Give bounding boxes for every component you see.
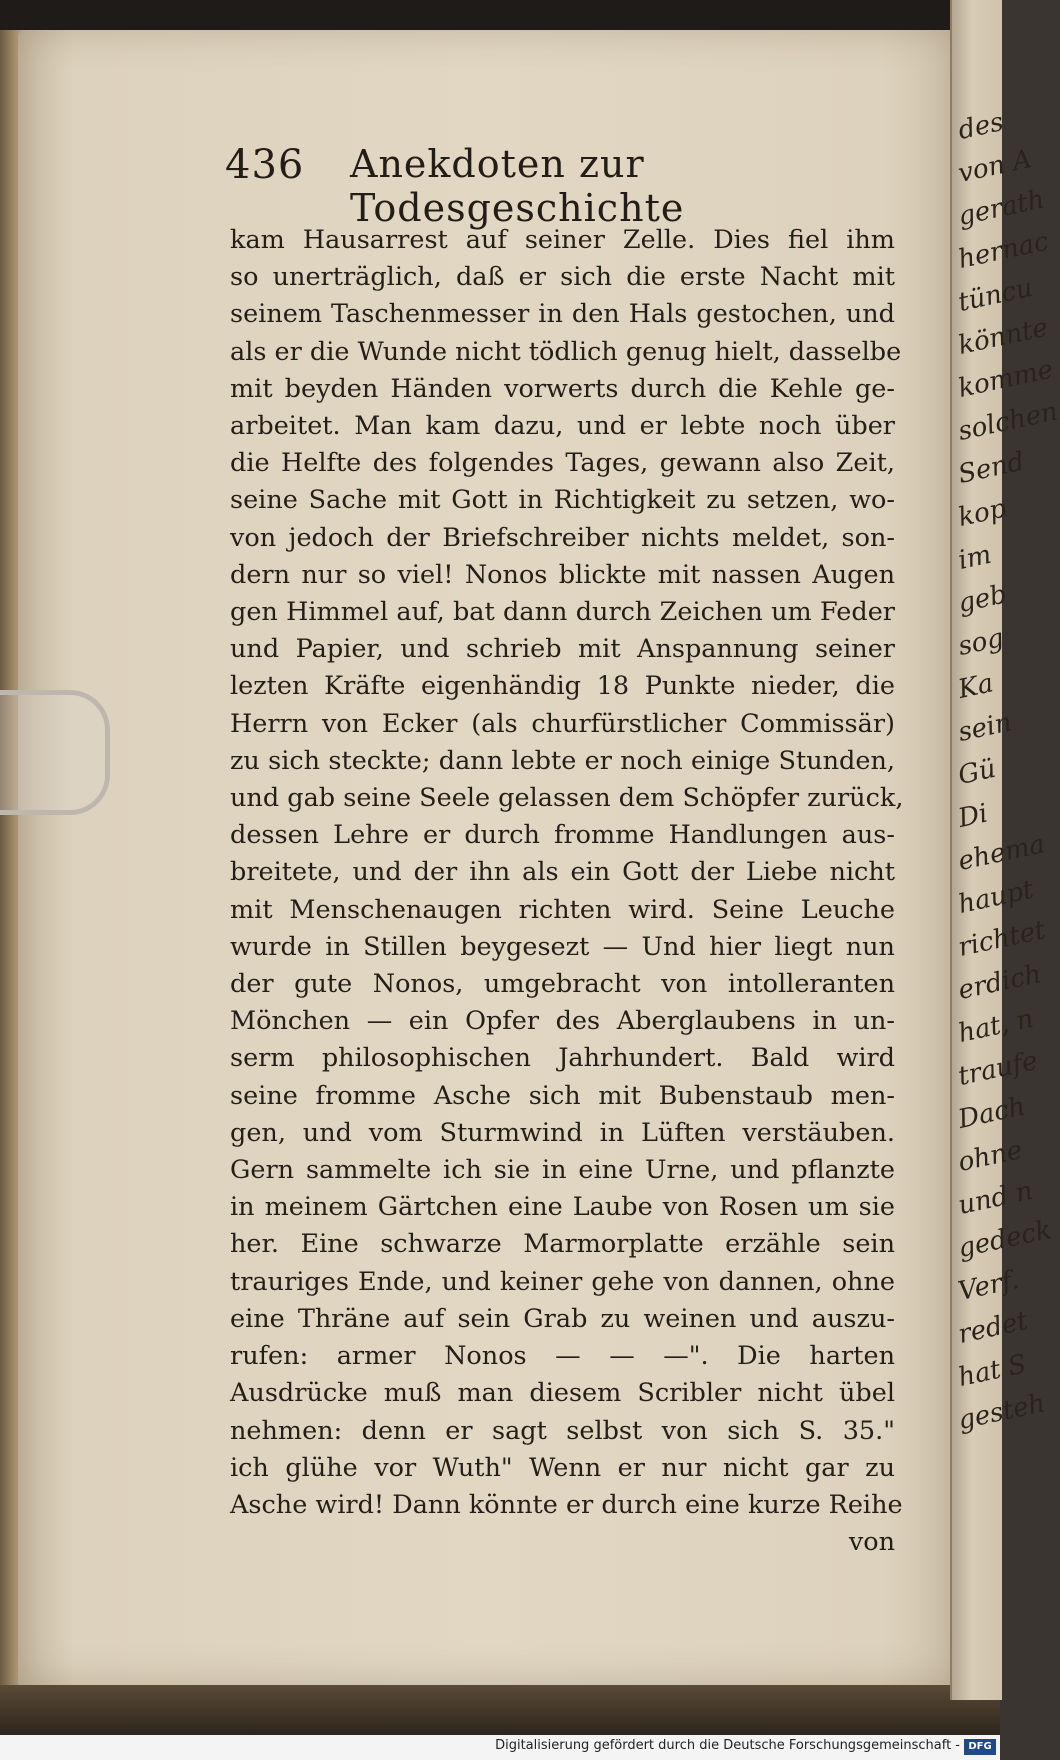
text-line: zu sich steckte; dann lebte er noch einige Stunden, bbox=[230, 745, 895, 776]
facing-page-fragment: haupt bbox=[955, 874, 1037, 920]
facing-page-fragment: gedeck bbox=[955, 1214, 1055, 1264]
text-line: lezten Kräfte eigenhändig 18 Punkte nieder, die bbox=[230, 671, 895, 702]
facing-page-fragment: gesteh bbox=[955, 1388, 1048, 1436]
text-line: und Papier, und schrieb mit Anspannung seiner bbox=[230, 634, 895, 665]
catchword: von bbox=[848, 1527, 895, 1558]
facing-page-fragment: hat, n bbox=[955, 1003, 1037, 1049]
facing-page-fragment: sein bbox=[955, 707, 1015, 748]
page-clip bbox=[0, 690, 110, 815]
text-line: und gab seine Seele gelassen dem Schöpfer zurück, bbox=[230, 783, 904, 814]
text-line: nehmen: denn er sagt selbst von sich S. 35." bbox=[230, 1415, 895, 1446]
text-line: seine Sache mit Gott in Richtigkeit zu setzen, wo- bbox=[230, 485, 895, 516]
text-line: als er die Wunde nicht tödlich genug hielt, dasselbe bbox=[230, 336, 902, 367]
text-line: eine Thräne auf sein Grab zu weinen und auszu- bbox=[230, 1303, 895, 1334]
facing-page-fragment: ehema bbox=[955, 829, 1048, 877]
text-line: seinem Taschenmesser in den Hals gestochen, und bbox=[230, 299, 895, 330]
facing-page-fragment: Send bbox=[955, 446, 1027, 490]
text-line: mit Menschenaugen richten wird. Seine Leuche bbox=[230, 894, 895, 925]
text-line: Herrn von Ecker (als churfürstlicher Commissär) bbox=[230, 708, 895, 739]
text-line: der gute Nonos, umgebracht von intolleranten bbox=[230, 969, 895, 1000]
facing-page-fragment: im bbox=[955, 539, 995, 576]
funding-credit: Digitalisierung gefördert durch die Deutsche Forschungsgemeinschaft - bbox=[495, 1738, 960, 1753]
page-header bbox=[225, 142, 925, 230]
text-line: trauriges Ende, und keiner gehe von dannen, ohne bbox=[230, 1266, 895, 1297]
text-line: rufen: armer Nonos — — —". Die harten bbox=[230, 1341, 895, 1372]
text-line: so unerträglich, daß er sich die erste Nacht mit bbox=[230, 262, 895, 293]
facing-page-fragment: Dach bbox=[955, 1091, 1028, 1135]
book-bottom-edge bbox=[0, 1685, 1000, 1735]
facing-page-fragment: traufe bbox=[955, 1045, 1041, 1092]
facing-page-fragment: gerath bbox=[955, 184, 1048, 232]
facing-page-fragment: richtet bbox=[955, 915, 1049, 963]
facing-page-fragment: von A bbox=[955, 144, 1035, 189]
facing-page-fragment: tüncu bbox=[955, 272, 1036, 318]
text-line: her. Eine schwarze Marmorplatte erzähle sein bbox=[230, 1229, 895, 1260]
text-line: seine fromme Asche sich mit Bubenstaub men- bbox=[230, 1080, 895, 1111]
facing-page-fragment: hat S bbox=[955, 1349, 1030, 1393]
facing-page-fragment: und n bbox=[955, 1175, 1036, 1221]
facing-page-fragment: des bbox=[955, 107, 1007, 146]
facing-page-fragment: hernac bbox=[955, 226, 1052, 275]
facing-page-fragment: könnte bbox=[955, 312, 1051, 361]
facing-page-fragment: redet bbox=[955, 1305, 1031, 1350]
facing-page-fragment: ohne bbox=[955, 1135, 1025, 1178]
facing-page-fragment: Verf. bbox=[955, 1264, 1022, 1307]
facing-page-fragment: Di bbox=[955, 798, 991, 834]
text-line: kam Hausarrest auf seiner Zelle. Dies fiel ihm bbox=[230, 225, 895, 255]
facing-page-fragment: geb bbox=[955, 579, 1010, 619]
facing-page-edge bbox=[950, 0, 1060, 1700]
text-line: ich glühe vor Wuth" Wenn er nur nicht gar zu bbox=[230, 1452, 895, 1483]
facing-page-fragment: kop bbox=[955, 493, 1009, 533]
text-line: arbeitet. Man kam dazu, und er lebte noch über bbox=[230, 411, 895, 442]
text-line: dessen Lehre er durch fromme Handlungen aus- bbox=[230, 820, 895, 851]
text-line: in meinem Gärtchen eine Laube von Rosen um sie bbox=[230, 1192, 895, 1223]
text-line: breitete, und der ihn als ein Gott der Liebe nicht bbox=[230, 857, 895, 888]
running-title: Anekdoten zur Todesgeschichte bbox=[350, 142, 685, 230]
facing-page-fragment: Ka bbox=[955, 668, 996, 705]
text-line: wurde in Stillen beygesezt — Und hier liegt nun bbox=[230, 931, 895, 962]
text-line: Ausdrücke muß man diesem Scribler nicht übel bbox=[230, 1378, 895, 1409]
dfg-logo: DFG bbox=[964, 1739, 996, 1755]
facing-page-fragment: solchen bbox=[955, 396, 1060, 447]
body-text bbox=[230, 222, 904, 1561]
text-line: Asche wird! Dann könnte er durch eine kurze Reihe bbox=[230, 1489, 903, 1520]
page-number: 436 bbox=[225, 142, 305, 188]
text-line: Mönchen — ein Opfer des Aberglaubens in un- bbox=[230, 1006, 895, 1037]
text-line: dern nur so viel! Nonos blickte mit nassen Augen bbox=[230, 559, 895, 590]
text-line: gen, und vom Sturmwind in Lüften verstäuben. bbox=[230, 1117, 895, 1148]
facing-page-fragment: komme bbox=[955, 354, 1056, 404]
text-line: die Helfte des folgendes Tages, gewann also Zeit, bbox=[230, 448, 895, 479]
facing-page-fragment: erdich bbox=[955, 959, 1045, 1006]
text-line: Gern sammelte ich sie in eine Urne, und pflanzte bbox=[230, 1155, 895, 1186]
facing-page-fragment: sog bbox=[955, 623, 1007, 662]
facing-page-fragment: Gü bbox=[955, 753, 999, 791]
text-line: mit beyden Händen vorwerts durch die Kehle ge- bbox=[230, 373, 895, 404]
text-line: serm philosophischen Jahrhundert. Bald wird bbox=[230, 1043, 895, 1074]
text-line: gen Himmel auf, bat dann durch Zeichen um Feder bbox=[230, 597, 895, 628]
text-line: von jedoch der Briefschreiber nichts meldet, son- bbox=[230, 522, 895, 553]
digitization-footer bbox=[0, 1735, 1000, 1760]
